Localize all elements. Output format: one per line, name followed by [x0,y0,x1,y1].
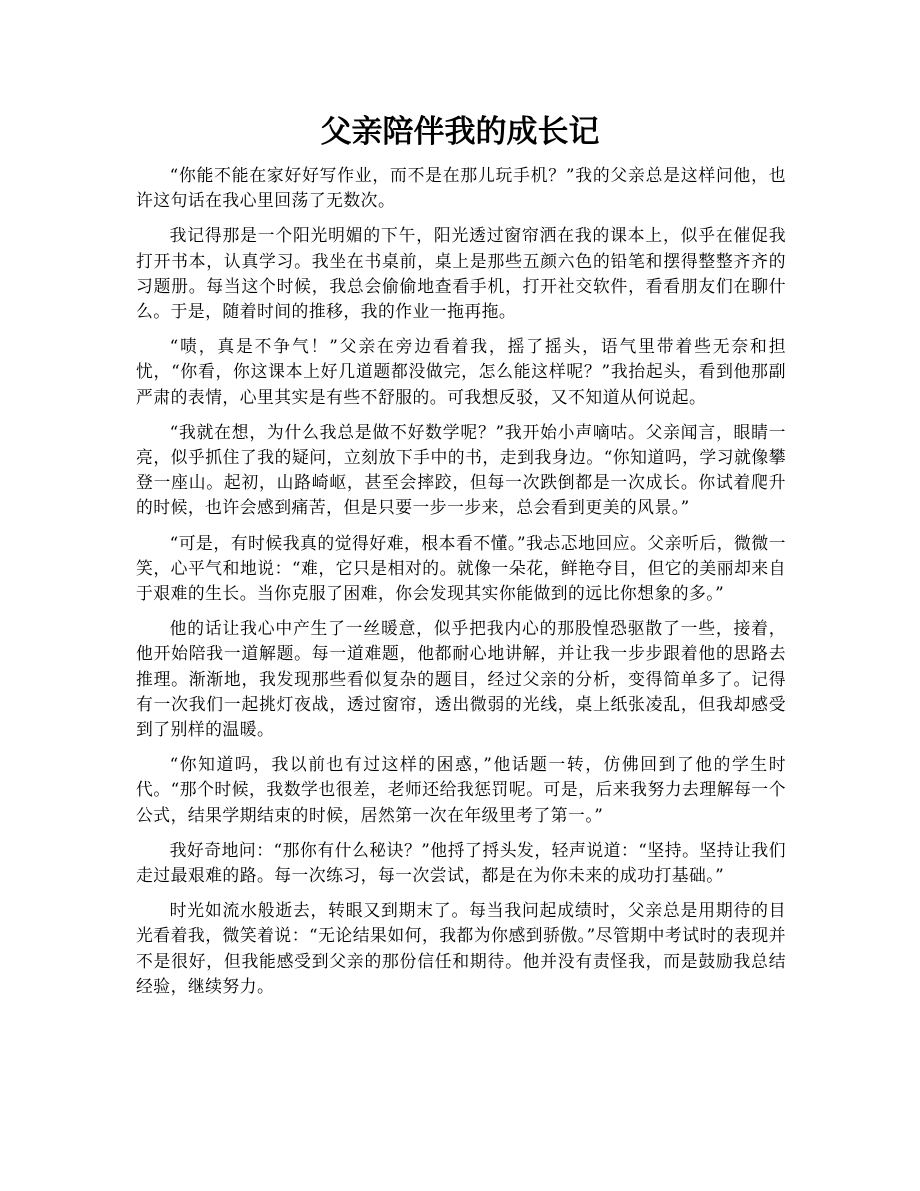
paragraph-3: “啧，真是不争气！”父亲在旁边看着我，摇了摇头，语气里带着些无奈和担忧，“你看，你这课本上好几道题都没做完，怎么能这样呢？”我抬起头，看到他那副严肃的表情，心里其实是有些不舒服的。可我想反驳，又不知道从何说起。 [136,336,786,407]
paragraph-8: 我好奇地问：“那你有什么秘诀？”他捋了捋头发，轻声说道：“坚持。坚持让我们走过最艰难的路。每一次练习，每一次尝试，都是在为你未来的成功打基础。” [136,839,786,886]
paragraph-5: “可是，有时候我真的觉得好难，根本看不懂。”我忐忑地回应。父亲听后，微微一笑，心平气和地说：“难，它只是相对的。就像一朵花，鲜艳夺目，但它的美丽却来自于艰难的生长。当你克服了困难，你会发现其实你能做到的远比你想象的多。” [136,532,786,604]
paragraph-9: 时光如流水般逝去，转眼又到期末了。每当我问起成绩时，父亲总是用期待的目光看着我，微笑着说：“无论结果如何，我都为你感到骄傲。”尽管期中考试时的表现并不是很好，但我能感受到父亲的那份信任和期待。他并没有责怪我，而是鼓励我总结经验，继续努力。 [136,900,786,996]
paragraph-2: 我记得那是一个阳光明媚的下午，阳光透过窗帘洒在我的课本上，似乎在催促我打开书本，认真学习。我坐在书桌前，桌上是那些五颜六色的铅笔和摆得整整齐齐的习题册。每当这个时候，我总会偷偷地查看手机，打开社交软件，看看朋友们在聊什么。于是，随着时间的推移，我的作业一拖再拖。 [136,225,786,322]
paragraph-4: “我就在想，为什么我总是做不好数学呢？”我开始小声嘀咕。父亲闻言，眼睛一亮，似乎抓住了我的疑问，立刻放下手中的书，走到我身边。“你知道吗，学习就像攀登一座山。起初，山路崎岖，甚至会摔跤，但每一次跌倒都是一次成长。你试着爬升的时候，也许会感到痛苦，但是只要一步一步来，总会看到更美的风景。” [136,421,786,518]
paragraph-6: 他的话让我心中产生了一丝暖意，似乎把我内心的那股惶恐驱散了一些，接着，他开始陪我一道解题。每一道难题，他都耐心地讲解，并让我一步步跟着他的思路去推理。渐渐地，我发现那些看似复杂的题目，经过父亲的分析，变得简单多了。记得有一次我们一起挑灯夜战，透过窗帘，透出微弱的光线，桌上纸张凌乱，但我却感受到了别样的温暖。 [136,618,786,740]
document-title: 父亲陪伴我的成长记 [320,114,600,150]
paragraph-7: “你知道吗，我以前也有过这样的困惑，”他话题一转，仿佛回到了他的学生时代。“那个时候，我数学也很差，老师还给我惩罚呢。可是，后来我努力去理解每一个公式，结果学期结束的时候，居然第一次在年级里考了第一。” [136,754,786,825]
paragraph-1: “你能不能在家好好写作业，而不是在那儿玩手机？”我的父亲总是这样问他，也许这句话在我心里回荡了无数次。 [136,165,786,211]
document-body [136,163,786,1009]
